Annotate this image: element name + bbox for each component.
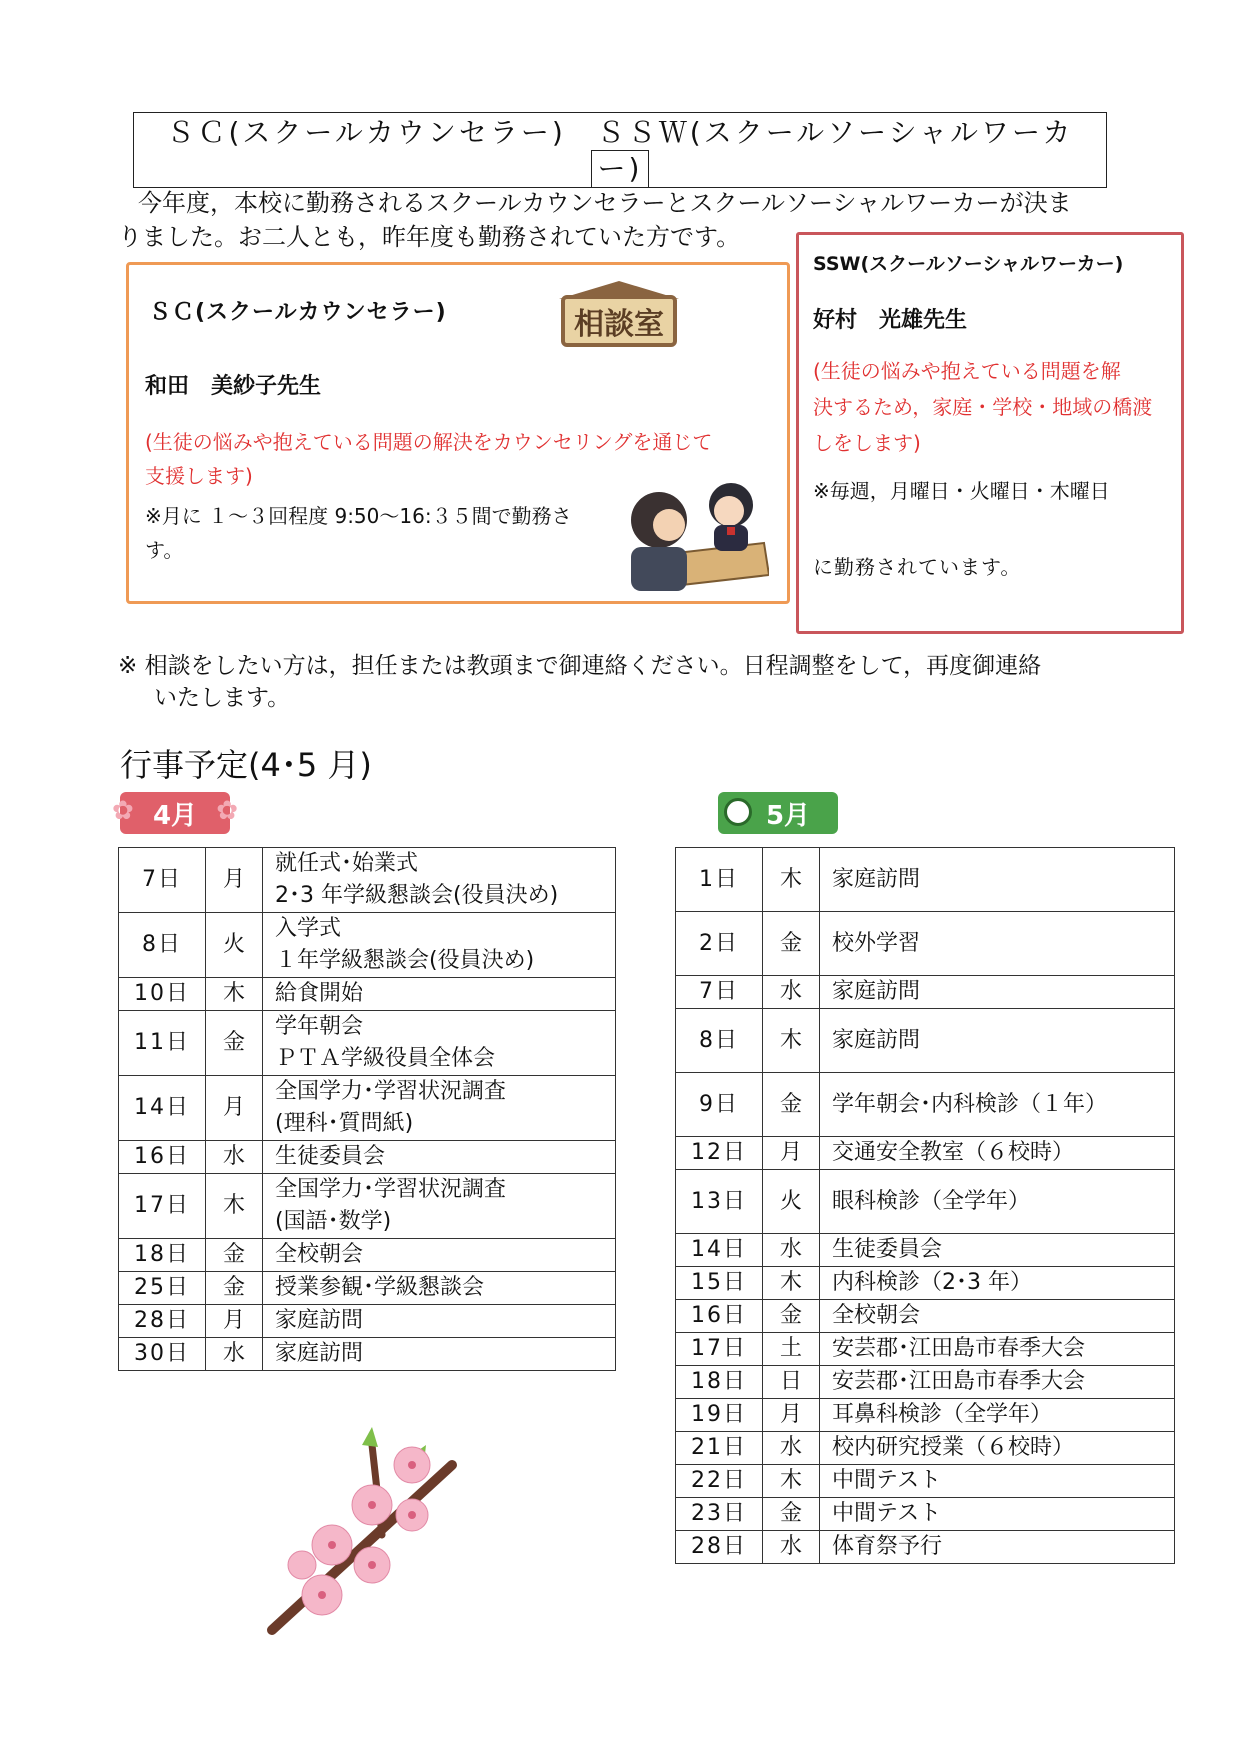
title-line-1: ＳＣ(スクールカウンセラー) ＳＳＷ(スクールソーシャルワーカ [166, 116, 1074, 149]
title-line-2: ー) [591, 150, 650, 187]
ssw-description [813, 353, 1152, 461]
schedule-weekday: 火 [763, 1170, 820, 1234]
sc-hours-line-2: す。 [145, 538, 184, 562]
schedule-event-line: 給食開始 [275, 981, 364, 1006]
schedule-event [820, 1366, 1175, 1399]
schedule-row [676, 1366, 1175, 1399]
schedule-row [676, 1170, 1175, 1234]
schedule-event-line: 家庭訪問 [832, 1027, 921, 1053]
schedule-event [820, 1300, 1175, 1333]
schedule-date: 7日 [119, 848, 206, 913]
schedule-row [676, 1267, 1175, 1300]
schedule-row [119, 1011, 616, 1076]
schedule-row [676, 1333, 1175, 1366]
schedule-event [263, 1338, 616, 1371]
schedule-weekday: 水 [763, 1531, 820, 1564]
schedule-date: 7日 [676, 976, 763, 1009]
april-badge [112, 792, 238, 834]
schedule-date: 21日 [676, 1432, 763, 1465]
schedule-title: 行事予定(4･5 月) [120, 746, 372, 784]
schedule-event [820, 1267, 1175, 1300]
schedule-event [820, 1333, 1175, 1366]
schedule-event-line: 生徒委員会 [832, 1237, 943, 1262]
schedule-event [263, 1141, 616, 1174]
schedule-event-line: 授業参観･学級懇談会 [275, 1275, 485, 1300]
carp-eye-icon [724, 798, 752, 826]
schedule-date: 17日 [676, 1333, 763, 1366]
schedule-row [676, 1432, 1175, 1465]
schedule-weekday: 金 [763, 1300, 820, 1333]
ssw-desc-line-1: (生徒の悩みや抱えている問題を解 [813, 359, 1121, 383]
april-schedule-table [118, 847, 616, 1371]
ssw-desc-line-3: しをします) [813, 431, 921, 455]
sc-name: 和田 美紗子先生 [145, 374, 322, 399]
schedule-event-line: 体育祭予行 [832, 1534, 943, 1559]
schedule-event [820, 1531, 1175, 1564]
intro-line-1: 今年度，本校に勤務されるスクールカウンセラーとスクールソーシャルワーカーが決ま [138, 189, 1072, 217]
schedule-weekday: 木 [763, 1267, 820, 1300]
schedule-weekday: 月 [763, 1399, 820, 1432]
schedule-row [119, 1239, 616, 1272]
schedule-row [119, 1174, 616, 1239]
schedule-weekday: 火 [206, 913, 263, 978]
blossom-icon: ✿ [112, 796, 134, 826]
schedule-event [820, 1234, 1175, 1267]
schedule-row [119, 978, 616, 1011]
counseling-illustration-icon [619, 465, 769, 595]
schedule-date: 28日 [119, 1305, 206, 1338]
schedule-event-line: 中間テスト [832, 1501, 942, 1526]
schedule-weekday: 月 [206, 1305, 263, 1338]
schedule-row [676, 1531, 1175, 1564]
schedule-event [263, 978, 616, 1011]
sc-hours [145, 499, 572, 567]
schedule-event-line: 中間テスト [832, 1468, 942, 1493]
consultation-room-sign-icon [549, 279, 689, 349]
schedule-event-line: 家庭訪問 [832, 979, 921, 1004]
schedule-event [263, 848, 616, 913]
schedule-date: 18日 [119, 1239, 206, 1272]
note-line-1: ※ 相談をしたい方は，担任または教頭まで御連絡ください。日程調整をして，再度御連絡 [118, 653, 1042, 679]
note-line-2: いたします。 [154, 685, 291, 711]
schedule-event-line: 全校朝会 [275, 1242, 364, 1267]
schedule-row [119, 1338, 616, 1371]
schedule-event [820, 1073, 1175, 1137]
schedule-event [820, 1399, 1175, 1432]
schedule-date: 8日 [119, 913, 206, 978]
schedule-event-line: 校外学習 [832, 930, 921, 956]
schedule-row [119, 1272, 616, 1305]
may-badge-label: 5月 [765, 800, 811, 831]
schedule-row [119, 1141, 616, 1174]
schedule-event-line: (理科･質問紙) [275, 1111, 414, 1136]
schedule-event [820, 1465, 1175, 1498]
schedule-event [263, 1272, 616, 1305]
may-schedule-table [675, 847, 1175, 1564]
schedule-date: 10日 [119, 978, 206, 1011]
schedule-date: 13日 [676, 1170, 763, 1234]
schedule-event-line: 学年朝会･内科検診（１年） [832, 1091, 1108, 1117]
schedule-weekday: 月 [206, 1076, 263, 1141]
schedule-event [263, 1174, 616, 1239]
schedule-event-line: ＰＴＡ学級役員全体会 [275, 1046, 496, 1071]
schedule-event [820, 1170, 1175, 1234]
sign-text: 相談室 [574, 307, 664, 342]
schedule-event-line: 学年朝会 [275, 1014, 364, 1039]
schedule-event-line: 耳鼻科検診（全学年） [832, 1402, 1053, 1427]
schedule-date: 2日 [676, 912, 763, 976]
page-title [133, 112, 1107, 188]
schedule-row [676, 1137, 1175, 1170]
schedule-event [820, 1432, 1175, 1465]
schedule-event [263, 1239, 616, 1272]
contact-note [118, 650, 1118, 714]
schedule-weekday: 木 [763, 848, 820, 912]
schedule-date: 18日 [676, 1366, 763, 1399]
schedule-date: 17日 [119, 1174, 206, 1239]
schedule-weekday: 金 [206, 1011, 263, 1076]
schedule-event [820, 976, 1175, 1009]
schedule-row [676, 1465, 1175, 1498]
schedule-date: 14日 [676, 1234, 763, 1267]
schedule-weekday: 水 [763, 1432, 820, 1465]
schedule-event-line: 就任式･始業式 [275, 851, 419, 876]
schedule-event-line: １年学級懇談会(役員決め) [275, 948, 535, 973]
intro-line-2: りました。お二人とも，昨年度も勤務されていた方です。 [118, 223, 741, 251]
ssw-days-line-2: に勤務されています。 [813, 555, 1022, 579]
schedule-row [676, 1399, 1175, 1432]
ssw-heading: SSW(スクールソーシャルワーカー) [813, 253, 1124, 275]
schedule-event [263, 913, 616, 978]
schedule-weekday: 金 [763, 1498, 820, 1531]
schedule-event-line: 2･3 年学級懇談会(役員決め) [275, 883, 559, 908]
schedule-event-line: 交通安全教室（６校時） [832, 1140, 1075, 1165]
schedule-date: 16日 [119, 1141, 206, 1174]
schedule-row [119, 1305, 616, 1338]
schedule-date: 8日 [676, 1009, 763, 1073]
schedule-event-line: 校内研究授業（６校時） [832, 1435, 1075, 1460]
sc-desc-line-1: (生徒の悩みや抱えている問題の解決をカウンセリングを通じて [145, 430, 713, 454]
schedule-event-line: 家庭訪問 [832, 866, 921, 892]
schedule-date: 12日 [676, 1137, 763, 1170]
sc-heading: ＳＣ(スクールカウンセラー) [149, 300, 447, 325]
schedule-date: 9日 [676, 1073, 763, 1137]
schedule-row [676, 848, 1175, 912]
schedule-weekday: 金 [763, 912, 820, 976]
schedule-event [263, 1305, 616, 1338]
schedule-weekday: 木 [206, 978, 263, 1011]
schedule-date: 19日 [676, 1399, 763, 1432]
schedule-event-line: 内科検診（2･3 年） [832, 1270, 1032, 1295]
schedule-event-line: 全校朝会 [832, 1303, 921, 1328]
ssw-desc-line-2: 決するため，家庭・学校・地域の橋渡 [813, 395, 1153, 419]
schedule-event [263, 1011, 616, 1076]
schedule-event-line: 生徒委員会 [275, 1144, 386, 1169]
schedule-weekday: 水 [763, 1234, 820, 1267]
schedule-date: 22日 [676, 1465, 763, 1498]
schedule-date: 23日 [676, 1498, 763, 1531]
schedule-weekday: 土 [763, 1333, 820, 1366]
schedule-event-line: 家庭訪問 [275, 1341, 364, 1366]
schedule-event-line: 入学式 [275, 916, 342, 941]
schedule-row [676, 1234, 1175, 1267]
schedule-event [263, 1076, 616, 1141]
schedule-date: 28日 [676, 1531, 763, 1564]
schedule-weekday: 月 [206, 848, 263, 913]
sc-hours-line-1: ※月に １～３回程度 9:50～16:３５間で勤務さ [145, 504, 572, 528]
schedule-event [820, 912, 1175, 976]
schedule-row [676, 976, 1175, 1009]
schedule-event [820, 848, 1175, 912]
schedule-event-line: 眼科検診（全学年） [832, 1188, 1031, 1214]
blossom-icon: ✿ [216, 796, 238, 826]
schedule-row [119, 848, 616, 913]
schedule-row [119, 1076, 616, 1141]
schedule-weekday: 金 [763, 1073, 820, 1137]
schedule-date: 1日 [676, 848, 763, 912]
schedule-weekday: 木 [763, 1009, 820, 1073]
schedule-event-line: 安芸郡･江田島市春季大会 [832, 1369, 1086, 1394]
schedule-weekday: 日 [763, 1366, 820, 1399]
sc-info-box [126, 262, 790, 604]
schedule-weekday: 木 [206, 1174, 263, 1239]
april-badge-label: 4月 [152, 800, 198, 831]
ssw-days-line-1: ※毎週，月曜日・火曜日・木曜日 [813, 479, 1110, 503]
schedule-event-line: 家庭訪問 [275, 1308, 364, 1333]
schedule-weekday: 水 [206, 1141, 263, 1174]
ssw-info-box [796, 232, 1184, 634]
schedule-date: 14日 [119, 1076, 206, 1141]
schedule-event [820, 1137, 1175, 1170]
schedule-row [676, 1300, 1175, 1333]
schedule-row [676, 1009, 1175, 1073]
schedule-event-line: (国語･数学) [275, 1209, 392, 1234]
schedule-event-line: 全国学力･学習状況調査 [275, 1079, 507, 1104]
schedule-date: 16日 [676, 1300, 763, 1333]
schedule-event [820, 1498, 1175, 1531]
schedule-date: 11日 [119, 1011, 206, 1076]
schedule-row [676, 1498, 1175, 1531]
sc-desc-line-2: 支援します) [145, 464, 253, 488]
schedule-weekday: 金 [206, 1239, 263, 1272]
schedule-row [676, 912, 1175, 976]
schedule-event [820, 1009, 1175, 1073]
schedule-weekday: 金 [206, 1272, 263, 1305]
schedule-row [119, 913, 616, 978]
schedule-weekday: 月 [763, 1137, 820, 1170]
schedule-weekday: 木 [763, 1465, 820, 1498]
schedule-date: 15日 [676, 1267, 763, 1300]
may-badge [718, 792, 838, 834]
schedule-event-line: 安芸郡･江田島市春季大会 [832, 1336, 1086, 1361]
cherry-blossom-branch-icon [262, 1425, 482, 1635]
ssw-name: 好村 光雄先生 [813, 308, 968, 333]
schedule-row [676, 1073, 1175, 1137]
schedule-date: 30日 [119, 1338, 206, 1371]
schedule-weekday: 水 [206, 1338, 263, 1371]
schedule-weekday: 水 [763, 976, 820, 1009]
schedule-date: 25日 [119, 1272, 206, 1305]
schedule-event-line: 全国学力･学習状況調査 [275, 1177, 507, 1202]
